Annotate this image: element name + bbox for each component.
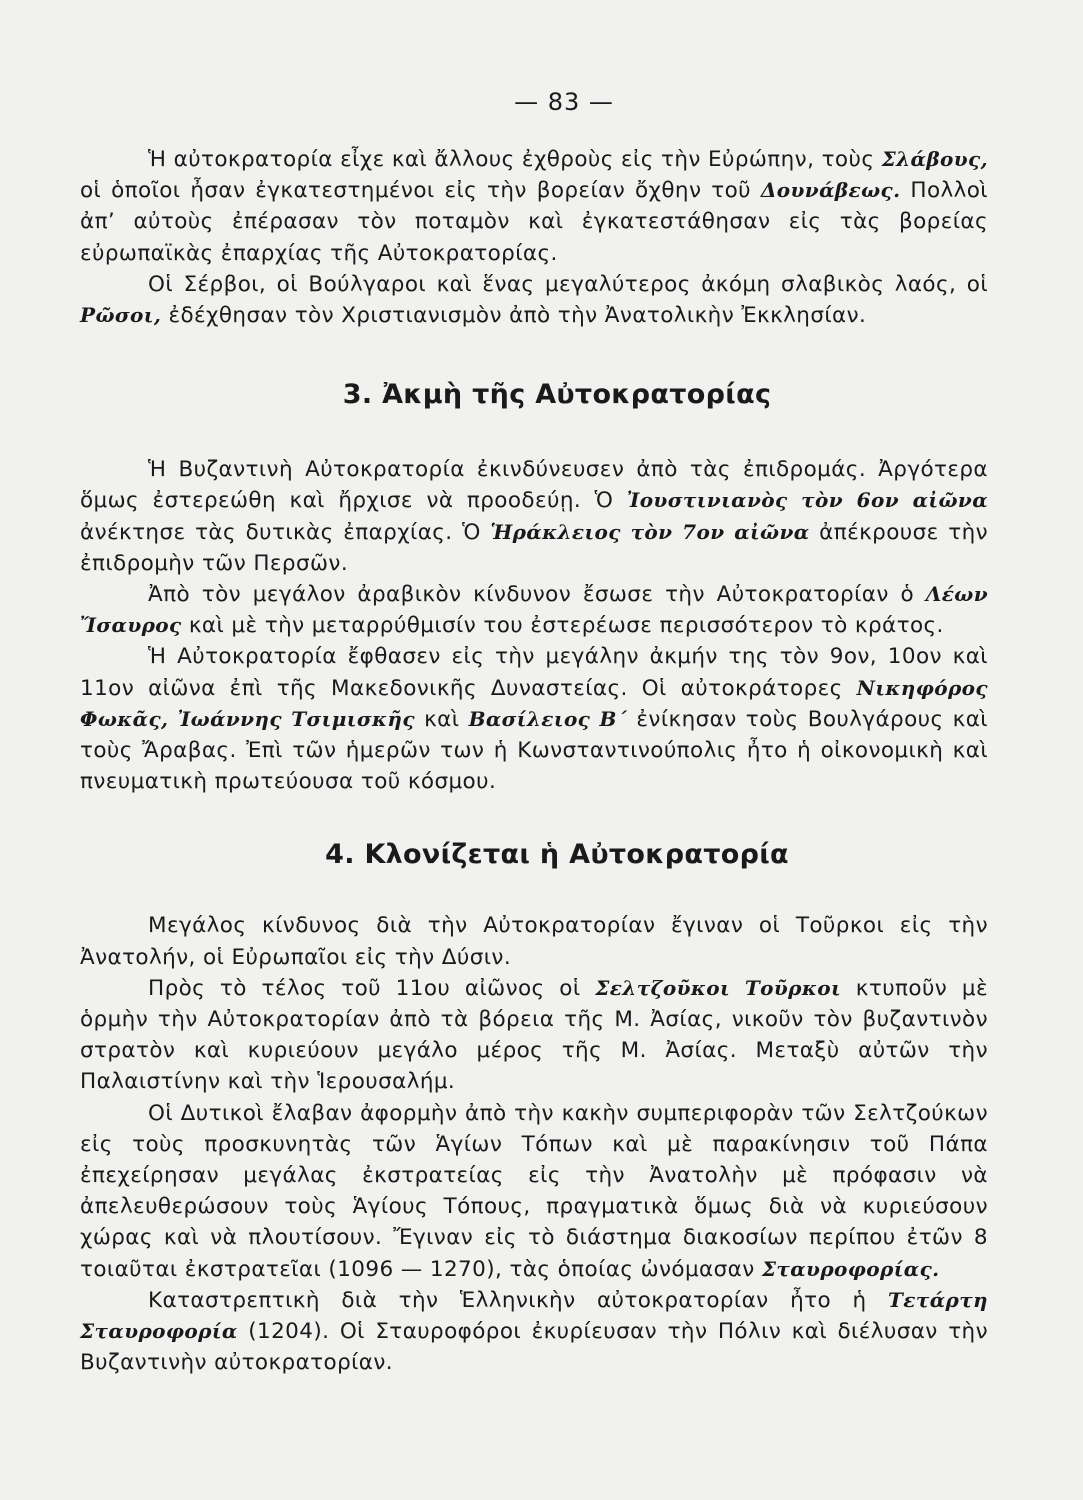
emphasis-heraclius: Ἡράκλειος τὸν 7ον αἰῶνα <box>490 519 810 544</box>
emphasis-fourth-crusade: Τετάρτη Σταυροφορία <box>80 1287 988 1344</box>
section-heading-3: 3. Ἀκμὴ τῆς Αὐτοκρατορίας <box>342 379 772 411</box>
text-run: οἱ ὁποῖοι ἦσαν ἐγκατεστημένοι εἰς τὴν βορείαν ὄχθην τοῦ <box>80 178 761 204</box>
page-number: — 83 — <box>514 88 614 116</box>
text-run: (1204). Οἱ Σταυροφόροι ἐκυρίευσαν τὴν Πόλιν καὶ διέλυσαν τὴν Βυζαντινὴν αὐτοκρατορίαν. <box>80 1319 988 1376</box>
emphasis-leo-isaurian: Λέων Ἴσαυρος <box>80 582 988 638</box>
text-run: καὶ <box>414 706 469 732</box>
section-heading-4: 4. Κλονίζεται ἡ Αὐτοκρατορία <box>325 839 789 871</box>
emphasis-crusades: Σταυροφορίας. <box>761 1256 940 1281</box>
emphasis-seljuk-turks: Σελτζοῦκοι Τοῦρκοι <box>595 975 842 1000</box>
paragraph-slavs <box>80 144 988 269</box>
paragraph-justinian <box>80 454 988 579</box>
text-run: ἀπέκρουσε τὴν ἐπιδρομὴν τῶν Περσῶν. <box>80 519 989 576</box>
paragraph-serbs <box>80 269 988 331</box>
text-run: Ἡ αὐτοκρατορία εἶχε καὶ ἄλλους ἐχθροὺς εἰς τὴν Εὐρώπην, τοὺς <box>148 147 882 172</box>
text-run: Πρὸς τὸ τέλος τοῦ 11ου αἰῶνος οἱ <box>148 975 596 1001</box>
emphasis-basil: Βασίλειος Β΄ <box>468 706 628 731</box>
text-run: Οἱ Σέρβοι, οἱ Βούλγαροι καὶ ἕνας μεγαλύτερος ἀκόμη σλαβικὸς λαός, οἱ <box>148 271 988 297</box>
emphasis-emperors: Νικηφόρος Φωκᾶς, Ἰωάννης Τσιμισκῆς <box>80 675 988 731</box>
text-run: Ἡ Βυζαντινὴ Αὐτοκρατορία ἐκινδύνευσεν ἀπὸ τὰς ἐπιδρομάς. Ἀργότερα ὅμως ἐστερεώθη καὶ ἤρχισε νὰ προοδεύῃ. Ὁ <box>80 457 988 514</box>
emphasis-justinian: Ἰουστινιανὸς τὸν 6ον αἰῶνα <box>626 488 988 513</box>
text-run: ἐδέχθησαν τὸν Χριστιανισμὸν ἀπὸ τὴν Ἀνατολικὴν Ἐκκλησίαν. <box>161 303 867 329</box>
emphasis-slavs: Σλάβους, <box>881 147 988 171</box>
emphasis-danube: Δουνάβεως. <box>760 178 901 203</box>
paragraph-danger <box>80 910 988 972</box>
paragraph-seljuks <box>80 973 988 1098</box>
paragraph-fourth-crusade <box>80 1285 988 1379</box>
paragraph-macedonian <box>80 641 988 797</box>
text-run: Καταστρεπτικὴ διὰ τὴν Ἑλληνικὴν αὐτοκρατορίαν ἦτο ἡ <box>148 1287 888 1313</box>
text-run: Ἀπὸ τὸν μεγάλον ἀραβικὸν κίνδυνον ἔσωσε τὴν Αὐτοκρατορίαν ὁ <box>148 582 926 608</box>
text-run: κτυποῦν μὲ ὁρμὴν τὴν Αὐτοκρατορίαν ἀπὸ τὰ βόρεια τῆς Μ. Ἀσίας, νικοῦν τὸν βυζαντινὸν στρατὸν καὶ κυριεύουν μεγάλο μέρος τῆς Μ. Ἀσίας. Μεταξὺ αὐτῶν τὴν Παλαιστίνην καὶ τὴν Ἱερουσαλήμ. <box>80 975 988 1095</box>
emphasis-russians: Ρῶσοι, <box>80 303 162 328</box>
book-page <box>80 88 988 1458</box>
text-run: Πολλοὶ ἀπ’ αὐτοὺς ἐπέρασαν τὸν ποταμὸν καὶ ἐγκατεστάθησαν εἰς τὰς βορείας εὐρωπαϊκὰς ἐπαρχίας τῆς Αὐτοκρατορίας. <box>80 178 988 266</box>
text-run: Μεγάλος κίνδυνος διὰ τὴν Αὐτοκρατορίαν ἔγιναν οἱ Τοῦρκοι εἰς τὴν Ἀνατολήν, οἱ Εὐρωπαῖοι εἰς τὴν Δύσιν. <box>80 913 988 970</box>
paragraph-crusades <box>80 1098 988 1285</box>
text-run: ἐνίκησαν τοὺς Βουλγάρους καὶ τοὺς Ἄραβας. Ἐπὶ τῶν ἡμερῶν των ἡ Κωνσταντινούπολις ἦτο ἡ οἰκονομικὴ καὶ πνευματικὴ πρωτεύουσα τοῦ κόσμου. <box>80 706 988 795</box>
text-run: Οἱ Δυτικοὶ ἔλαβαν ἀφορμὴν ἀπὸ τὴν κακὴν συμπεριφορὰν τῶν Σελτζούκων εἰς τοὺς προσκυνητὰς τῶν Ἁγίων Τόπων καὶ μὲ παρακίνησιν τοῦ Πάπα ἐπεχείρησαν μεγάλας ἐκστρατείας εἰς τὴν Ἀνατολὴν μὲ πρόφασιν νὰ ἀπελευθερώσουν τοὺς Ἁγίους Τόπους, πραγματικὰ ὅμως διὰ νὰ κυριεύσουν χώρας καὶ νὰ πλουτίσουν. Ἔγιναν εἰς τὸ διάστημα διακοσίων περίπου ἐτῶν 8 τοιαῦται ἐκστρατεῖαι (1096 — 1270), τὰς ὁποίας ὠνόμασαν <box>80 1100 988 1282</box>
paragraph-leo <box>80 579 988 641</box>
text-run: Ἡ Αὐτοκρατορία ἔφθασεν εἰς τὴν μεγάλην ἀκμήν της τὸν 9ον, 10ον καὶ 11ον αἰῶνα ἐπὶ τῆς Μακεδονικῆς Δυναστείας. Οἱ αὐτοκράτορες <box>80 644 988 701</box>
text-run: ἀνέκτησε τὰς δυτικὰς ἐπαρχίας. Ὁ <box>80 519 491 545</box>
text-run: καὶ μὲ τὴν μεταρρύθμισίν του ἐστερέωσε περισσότερον τὸ κράτος. <box>181 613 944 639</box>
